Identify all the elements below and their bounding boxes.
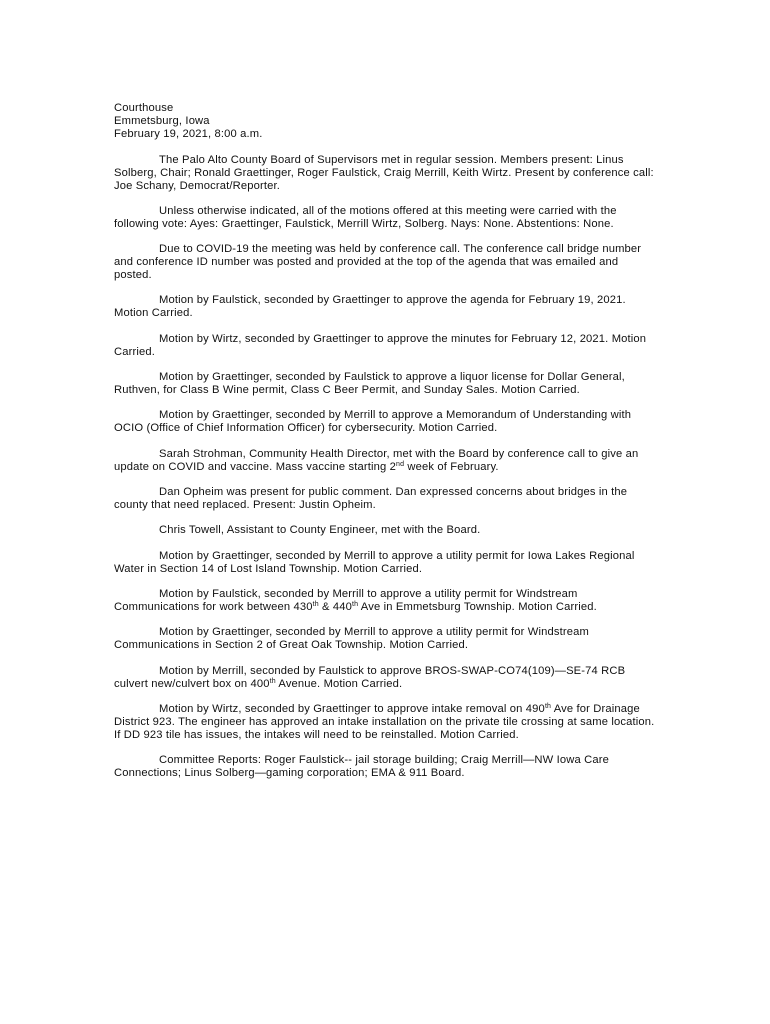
paragraph-text: week of February. — [404, 460, 499, 473]
paragraph-text: Ave for Drainage District 923. The engineer has approved an intake installation on the private tile crossing at same location. If DD 923 tile has issues, the intakes will need to be reinstalled. Motion Carried. — [114, 703, 655, 741]
paragraph-vote-rule: Unless otherwise indicated, all of the motions offered at this meeting were carried with the following vote: Ayes: Graettinger, Faulstick, Merrill Wirtz, Solberg. Nays: None. Abstentions: None. — [114, 204, 617, 230]
paragraph-culvert-motion — [114, 665, 659, 691]
paragraph-text: Motion by Wirtz, seconded by Graettinger to approve intake removal on 490 — [159, 703, 545, 715]
paragraph-conference-call: Due to COVID-19 the meeting was held by conference call. The conference call bridge number and conference ID number was posted and provided at the top of the agenda that was emailed and posted. — [114, 243, 642, 282]
paragraph-session-attendance: The Palo Alto County Board of Supervisors met in regular session. Members present: Linus Solberg, Chair; Ronald Graettinger, Roger Faulstick, Craig Merrill, Keith Wirtz. Present by conference call: Joe Schany, Democrat/Reporter. — [114, 153, 654, 192]
paragraph-text: & 440 — [318, 600, 353, 613]
paragraph-utility-permit-iowa-lakes: Motion by Graettinger, seconded by Merrill to approve a utility permit for Iowa Lakes Regional Water in Section 14 of Lost Island Township. Motion Carried. — [114, 549, 635, 575]
paragraph-memorandum-motion: Motion by Graettinger, seconded by Merrill to approve a Memorandum of Understanding with OCIO (Office of Chief Information Officer) for cybersecurity. Motion Carried. — [114, 409, 632, 435]
paragraph-text: Motion by Merrill, seconded by Faulstick to approve BROS-SWAP-CO74(109)—SE-74 RCB culvert new/culvert box on 400 — [114, 664, 626, 690]
paragraph-public-comment: Dan Opheim was present for public comment. Dan expressed concerns about bridges in the county that need replaced. Present: Justin Opheim. — [114, 486, 628, 511]
header-date: February 19, 2021, 8:00 a.m. — [114, 127, 263, 140]
paragraph-utility-permit-windstream-2: Motion by Graettinger, seconded by Merrill to approve a utility permit for Windstream Communications in Section 2 of Great Oak Township. Motion Carried. — [114, 626, 589, 652]
header-city: Emmetsburg, Iowa — [114, 114, 210, 127]
ordinal-suffix: th — [269, 677, 276, 685]
paragraph-engineer-meeting: Chris Towell, Assistant to County Engineer, met with the Board. — [159, 524, 481, 537]
paragraph-committee-reports: Committee Reports: Roger Faulstick-- jail storage building; Craig Merrill—NW Iowa Care Connections; Linus Solberg—gaming corporation; EMA & 911 Board. — [114, 754, 609, 780]
ordinal-suffix: th — [312, 600, 319, 608]
paragraph-minutes-motion: Motion by Wirtz, seconded by Graettinger to approve the minutes for February 12, 2021. Motion Carried. — [114, 332, 647, 358]
paragraph-text: Motion by Faulstick, seconded by Merrill to approve a utility permit for Windstream Communications for work between 430 — [114, 588, 578, 613]
ordinal-suffix: th — [544, 703, 552, 710]
minutes-document — [114, 102, 659, 780]
document-header — [114, 102, 659, 141]
ordinal-suffix: nd — [396, 460, 405, 468]
paragraph-liquor-license-motion: Motion by Graettinger, seconded by Faulstick to approve a liquor license for Dollar General, Ruthven, for Class B Wine permit, Class C Beer Permit, and Sunday Sales. Motion Carried. — [114, 371, 625, 396]
paragraph-text: Ave in Emmetsburg Township. Motion Carried. — [358, 600, 597, 613]
ordinal-suffix: th — [352, 600, 359, 608]
paragraph-intake-removal-motion — [114, 703, 659, 742]
paragraph-text: Avenue. Motion Carried. — [275, 677, 403, 690]
header-place: Courthouse — [114, 102, 174, 114]
paragraph-text: Sarah Strohman, Community Health Director, met with the Board by conference call to give an update on COVID and vaccine. Mass vaccine starting 2 — [114, 447, 639, 473]
paragraph-covid-update — [114, 448, 659, 474]
paragraph-utility-permit-windstream-1 — [114, 588, 659, 614]
paragraph-agenda-motion: Motion by Faulstick, seconded by Graettinger to approve the agenda for February 19, 2021. Motion Carried. — [114, 294, 626, 320]
